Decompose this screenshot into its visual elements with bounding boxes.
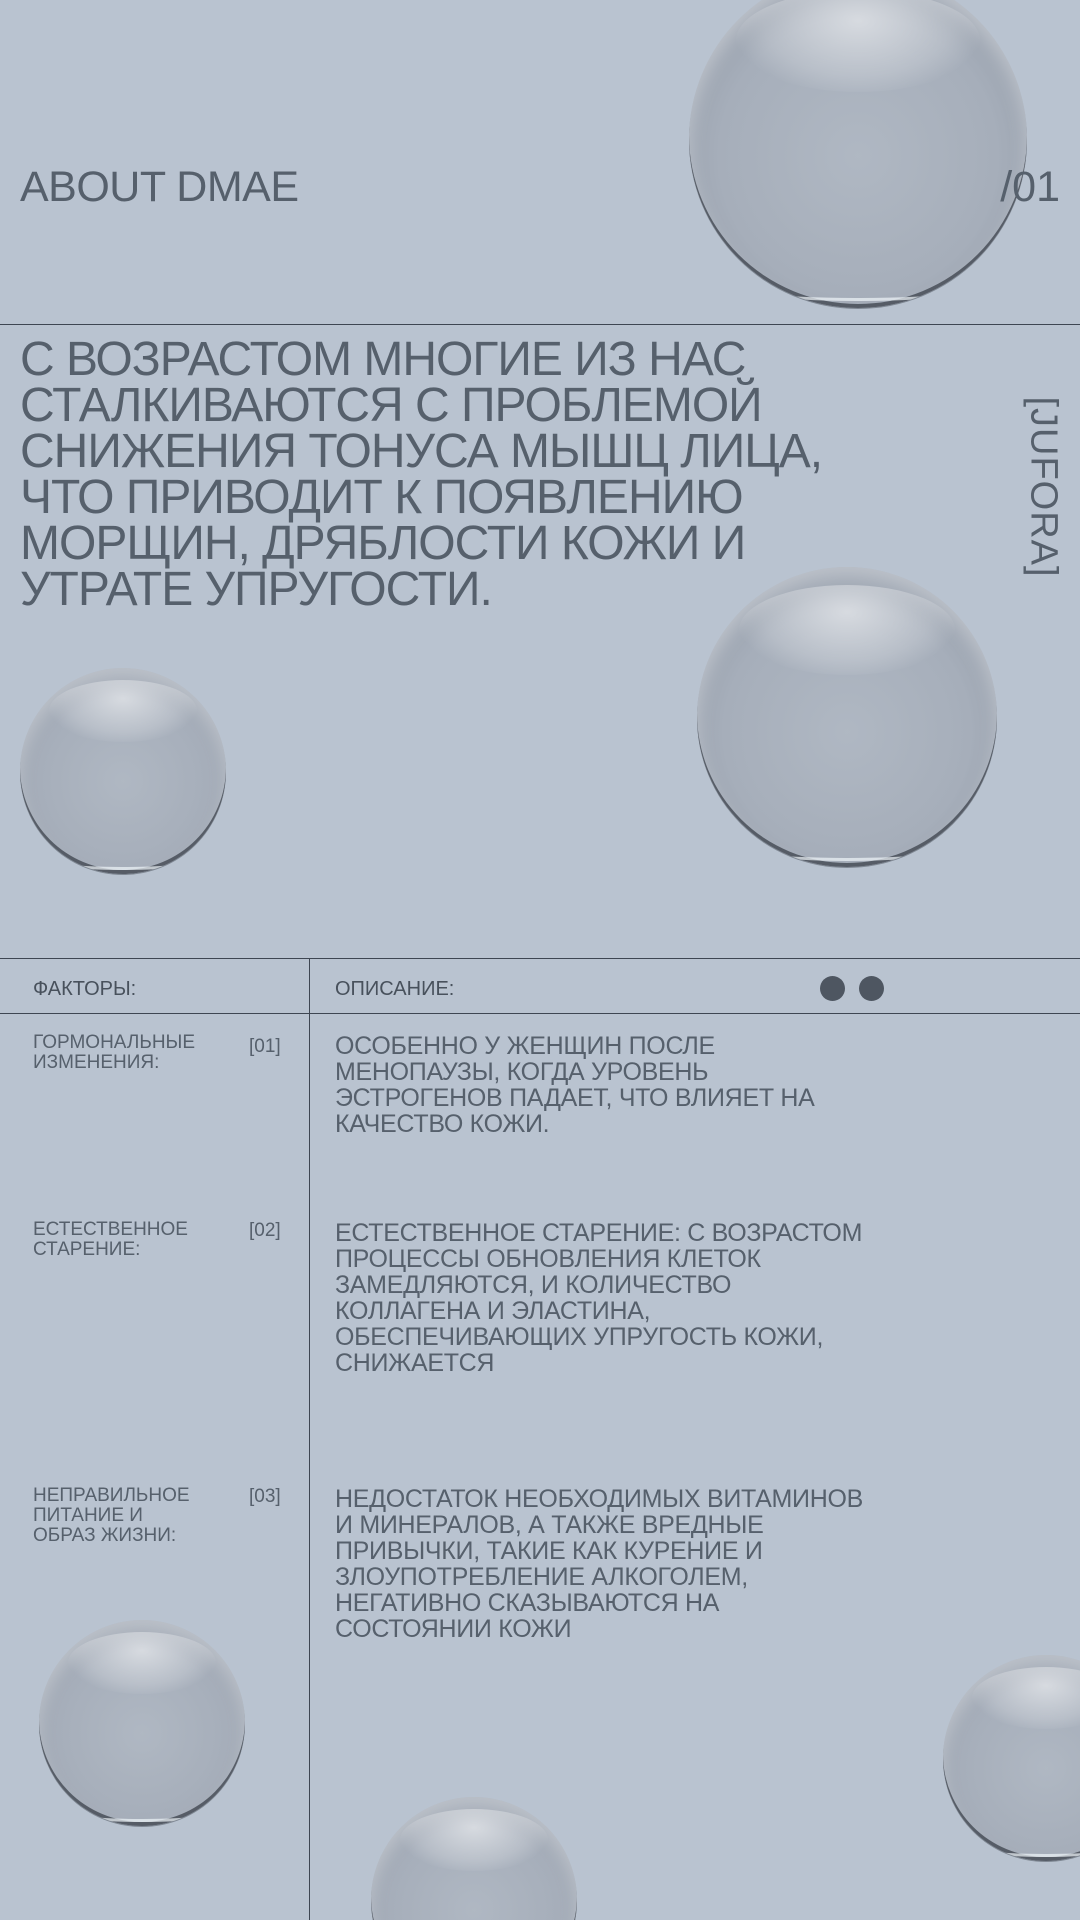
- intro-text: С ВОЗРАСТОМ МНОГИЕ ИЗ НАС СТАЛКИВАЮТСЯ С ПРОБЛЕМОЙ СНИЖЕНИЯ ТОНУСА МЫШЦ ЛИЦА, ЧТО ПРИВОДИТ К ПОЯВЛЕНИЮ МОРЩИН, ДРЯБЛОСТИ КОЖИ И УТРАТЕ УПРУГОСТИ.: [20, 333, 823, 616]
- bubble-image: [689, 0, 1027, 308]
- brand-label: [JUFORA]: [1022, 396, 1065, 578]
- factor-number: [01]: [249, 1036, 281, 1057]
- factor-label: ГОРМОНАЛЬНЫЕ ИЗМЕНЕНИЯ:: [33, 1032, 196, 1073]
- factor-label: ЕСТЕСТВЕННОЕ СТАРЕНИЕ:: [33, 1219, 188, 1260]
- section-title: ABOUT DMAE: [20, 163, 299, 211]
- factor-description: НЕДОСТАТОК НЕОБХОДИМЫХ ВИТАМИНОВ И МИНЕРАЛОВ, А ТАКЖЕ ВРЕДНЫЕ ПРИВЫЧКИ, ТАКИЕ КАК КУРЕНИЕ И ЗЛОУПОТРЕБЛЕНИЕ АЛКОГОЛЕМ, НЕГАТИВНО СКАЗЫВАЮТСЯ НА СОСТОЯНИИ КОЖИ: [335, 1485, 863, 1643]
- bubble-image: [20, 668, 226, 874]
- slider-dot[interactable]: [820, 976, 845, 1001]
- table-column-divider: [309, 958, 310, 1920]
- divider: [0, 324, 1080, 325]
- factors-column-header: ФАКТОРЫ:: [33, 978, 137, 1000]
- table-top-divider: [0, 958, 1080, 959]
- factor-label: НЕПРАВИЛЬНОЕ ПИТАНИЕ И ОБРАЗ ЖИЗНИ:: [33, 1485, 190, 1546]
- factor-number: [02]: [249, 1220, 281, 1241]
- bubble-image: [943, 1655, 1080, 1861]
- slider-dot[interactable]: [859, 976, 884, 1001]
- factor-description: ЕСТЕСТВЕННОЕ СТАРЕНИЕ: С ВОЗРАСТОМ ПРОЦЕССЫ ОБНОВЛЕНИЯ КЛЕТОК ЗАМЕДЛЯЮТСЯ, И КОЛИЧЕСТВО КОЛЛАГЕНА И ЭЛАСТИНА, ОБЕСПЕЧИВАЮЩИХ УПРУГОСТЬ КОЖИ, СНИЖАЕТСЯ: [335, 1219, 863, 1377]
- section-number: /01: [1000, 163, 1060, 211]
- factor-description: ОСОБЕННО У ЖЕНЩИН ПОСЛЕ МЕНОПАУЗЫ, КОГДА УРОВЕНЬ ЭСТРОГЕНОВ ПАДАЕТ, ЧТО ВЛИЯЕТ НА КАЧЕСТВО КОЖИ.: [335, 1032, 815, 1138]
- description-column-header: ОПИСАНИЕ:: [335, 978, 455, 1000]
- table-header-divider: [0, 1013, 1080, 1014]
- bubble-image: [371, 1797, 577, 1920]
- factor-number: [03]: [249, 1486, 281, 1507]
- bubble-image: [39, 1620, 245, 1826]
- slider-dots[interactable]: [820, 976, 884, 1001]
